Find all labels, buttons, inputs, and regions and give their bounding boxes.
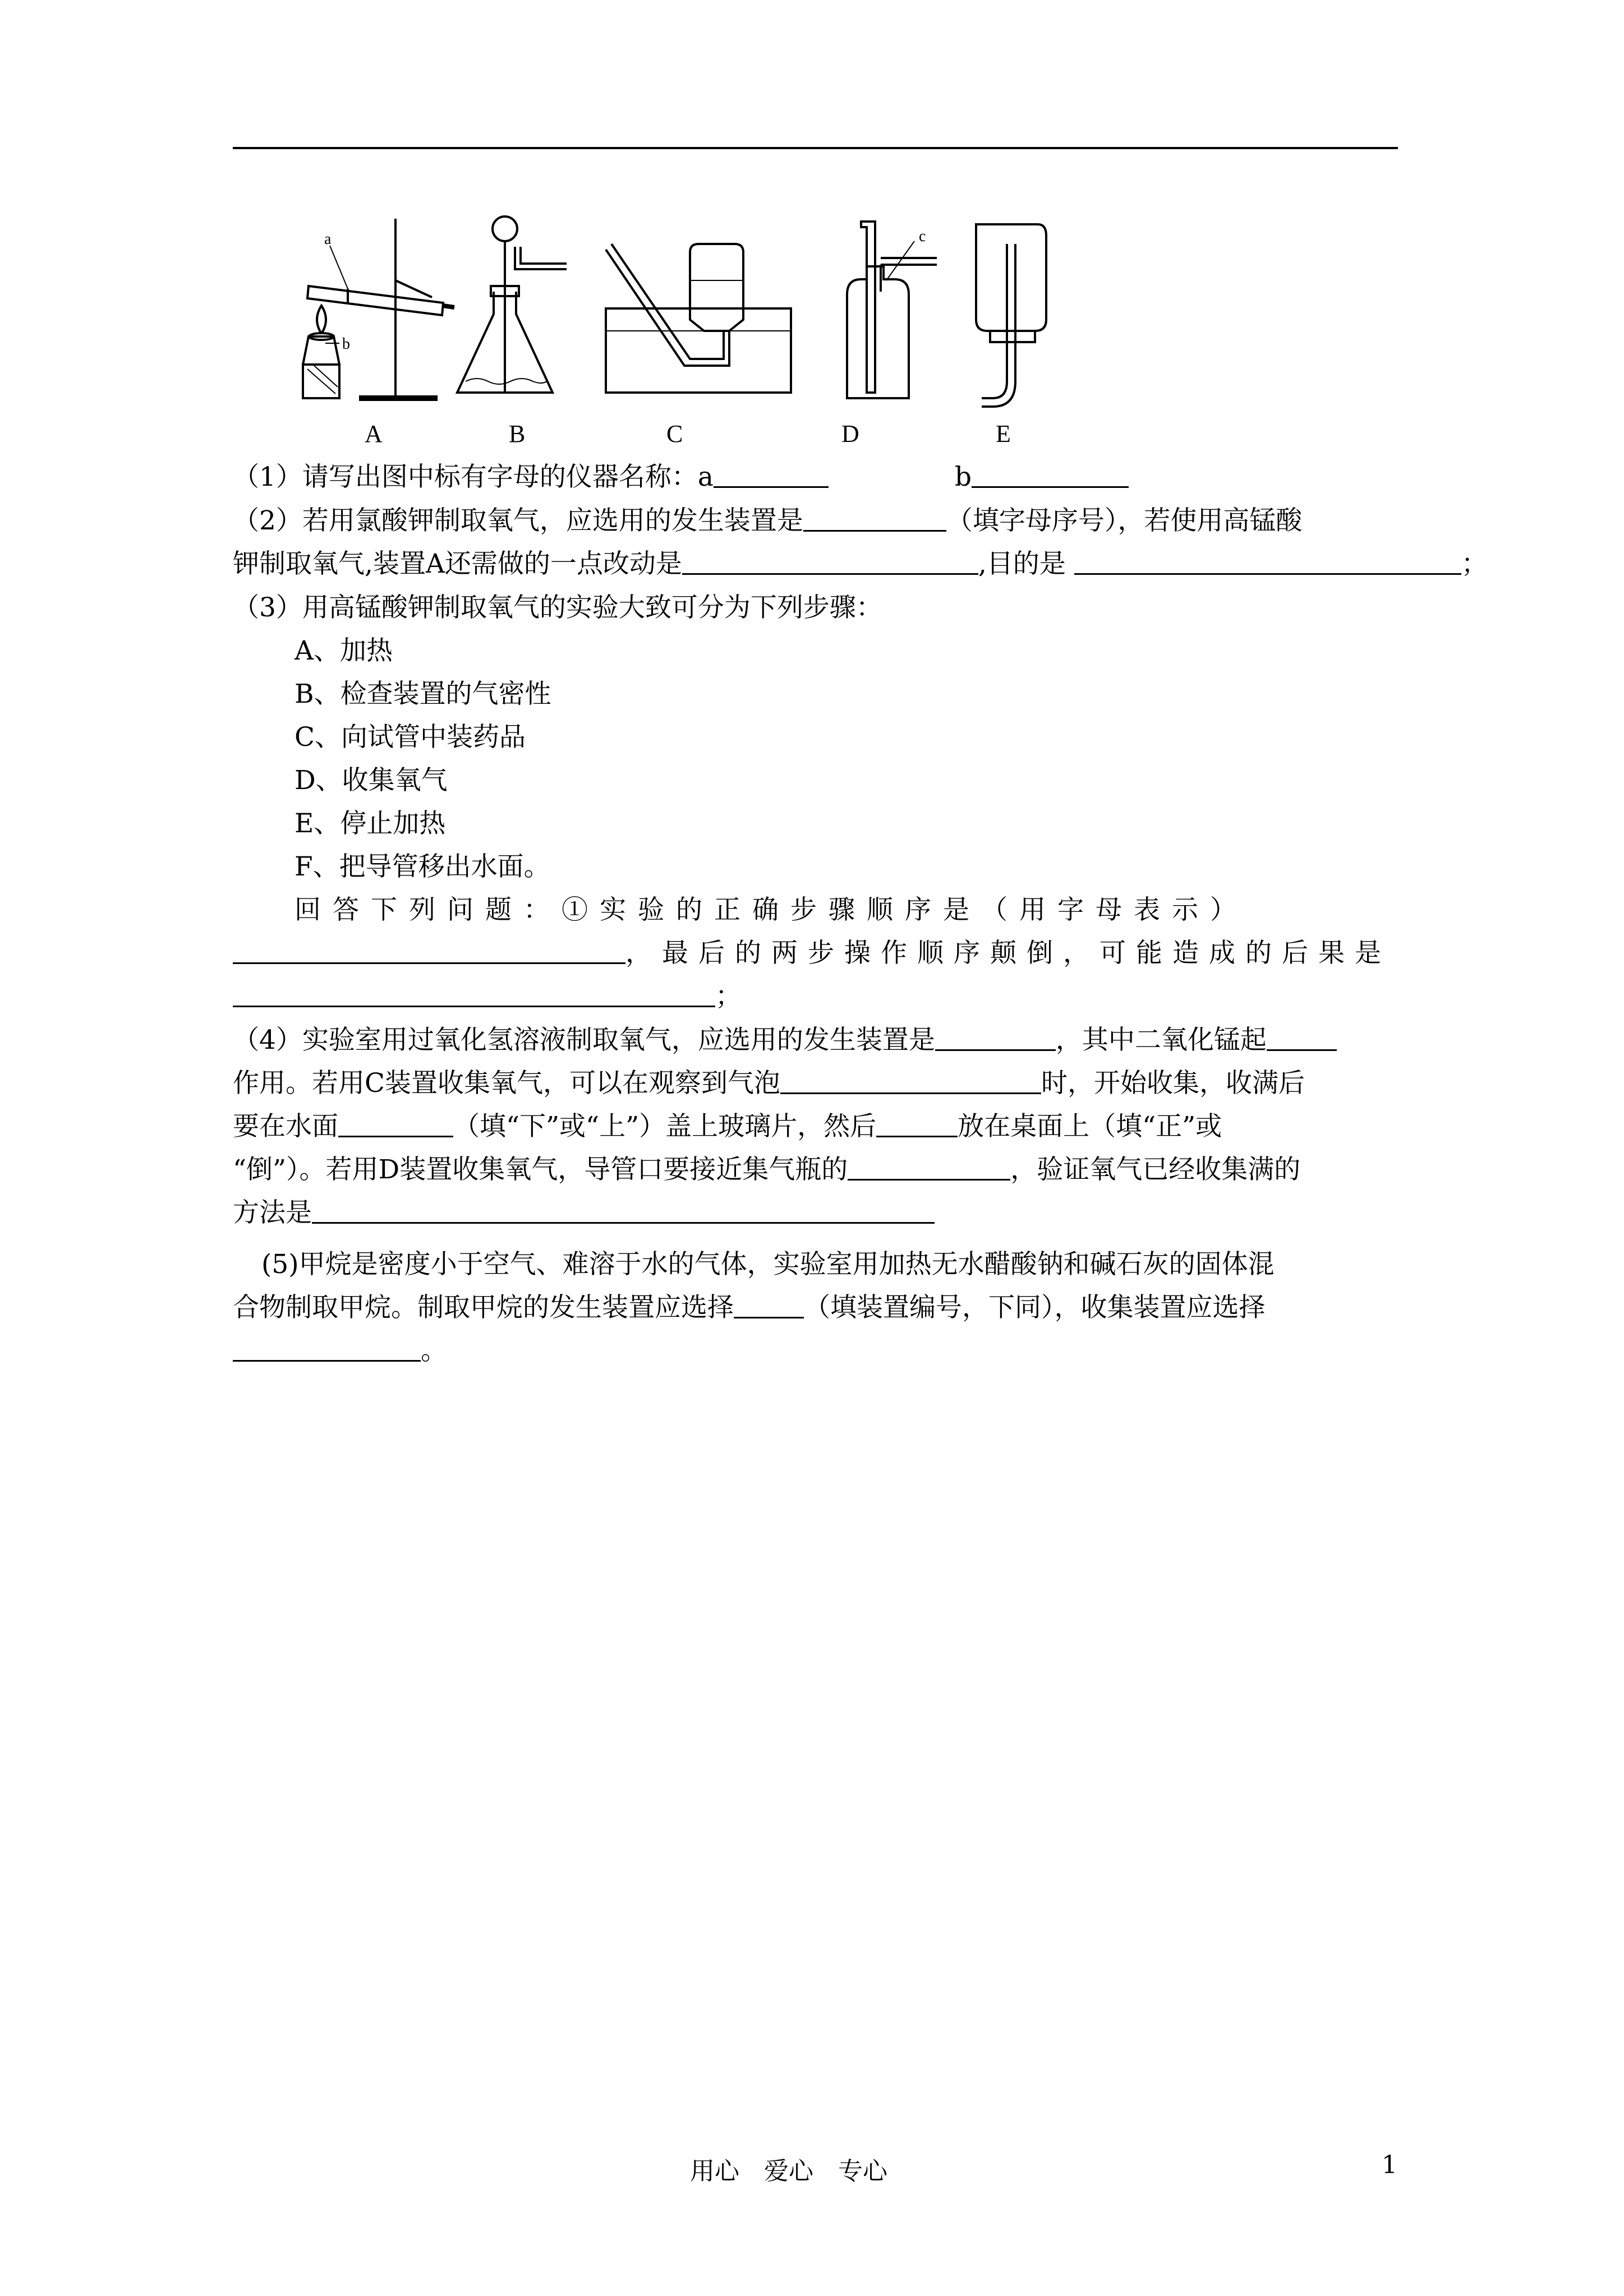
blank-q2-generator[interactable]: [803, 503, 946, 532]
question-4-line-2: 作用。若用C装置收集氧气，可以在观察到气泡 时，开始收集，收满后: [233, 1062, 1405, 1105]
header-rule: [233, 147, 1398, 149]
step-a: A、加热: [295, 635, 393, 666]
question-4-line-3: 要在水面 （填“下”或“上”）盖上玻璃片，然后 放在桌面上（填“正”或: [233, 1105, 1405, 1148]
caption-c: C: [666, 420, 683, 448]
apparatus-c: [606, 244, 791, 393]
apparatus-b: [457, 216, 567, 393]
question-2-line-2: 钾制取氧气,装置A还需做的一点改动是 ,目的是 ；: [233, 542, 1405, 585]
page-number: 1: [1382, 2151, 1397, 2179]
question-5-line-2: 合物制取甲烷。制取甲烷的发生装置应选择 （填装置编号，下同），收集装置应选择: [233, 1286, 1405, 1329]
caption-d: D: [841, 420, 859, 448]
caption-b: B: [509, 420, 526, 448]
blank-q2-change[interactable]: [682, 546, 978, 575]
label-b: b: [342, 335, 350, 353]
blank-q4-generator[interactable]: [935, 1022, 1056, 1051]
blank-q5-collector[interactable]: [233, 1333, 421, 1362]
blank-q4-role[interactable]: [1267, 1022, 1337, 1051]
question-4-line-4: “倒”）。若用D装置收集氧气，导管口要接近集气瓶的 ，验证氧气已经收集满的: [233, 1148, 1405, 1191]
blank-q4-bubbles[interactable]: [780, 1066, 1041, 1094]
step-e: E、停止加热: [295, 808, 446, 839]
blank-q5-generator[interactable]: [734, 1290, 804, 1318]
apparatus-figure: [264, 213, 1105, 449]
blank-q4-method[interactable]: [312, 1195, 935, 1224]
label-c: c: [919, 228, 926, 245]
question-2-line-1: （2）若用氯酸钾制取氧气，应选用的发生装置是 （填字母序号），若使用高锰酸: [233, 499, 1405, 542]
blank-q2-purpose[interactable]: [1074, 546, 1461, 575]
question-4-line-1: （4）实验室用过氧化氢溶液制取氧气，应选用的发生装置是 ，其中二氧化锰起: [233, 1018, 1405, 1062]
blank-q4-position[interactable]: [848, 1152, 1010, 1181]
blank-b[interactable]: [972, 459, 1129, 488]
step-b: B、检查装置的气密性: [295, 679, 551, 709]
step-c: C、向试管中装药品: [295, 722, 526, 753]
blank-q3-consequence[interactable]: [233, 979, 715, 1007]
question-3-answer-line-2: ，最后的两步操作顺序颠倒，可能造成的后果是: [233, 932, 1400, 975]
apparatus-e: [976, 224, 1046, 407]
step-f: F、把导管移出水面。: [295, 851, 550, 882]
blank-a[interactable]: [714, 459, 829, 488]
blank-q4-surface[interactable]: [338, 1109, 453, 1137]
question-5-line-3: 。: [233, 1329, 1405, 1372]
blank-q4-placement[interactable]: [876, 1109, 958, 1137]
blank-q3-order[interactable]: [233, 935, 625, 964]
caption-e: E: [996, 420, 1011, 448]
question-4-line-5: 方法是: [233, 1191, 1405, 1234]
question-3-answer-line-3: ；: [233, 975, 1405, 1018]
step-d: D、收集氧气: [295, 765, 448, 796]
caption-a: A: [365, 420, 383, 448]
question-1: （1）请写出图中标有字母的仪器名称：a b: [233, 455, 1405, 499]
label-a: a: [324, 230, 332, 248]
question-3-answer-line-1: 回答下列问题：①实验的正确步骤顺序是（用字母表示）: [295, 895, 1248, 925]
footer-motto: 用心 爱心 专心: [690, 2157, 887, 2186]
question-3-intro: （3）用高锰酸钾制取氧气的实验大致可分为下列步骤：: [233, 592, 882, 623]
question-5-line-1: (5)甲烷是密度小于空气、难溶于水的气体，实验室用加热无水醋酸钠和碱石灰的固体混: [261, 1249, 1275, 1280]
apparatus-d: [847, 222, 937, 398]
